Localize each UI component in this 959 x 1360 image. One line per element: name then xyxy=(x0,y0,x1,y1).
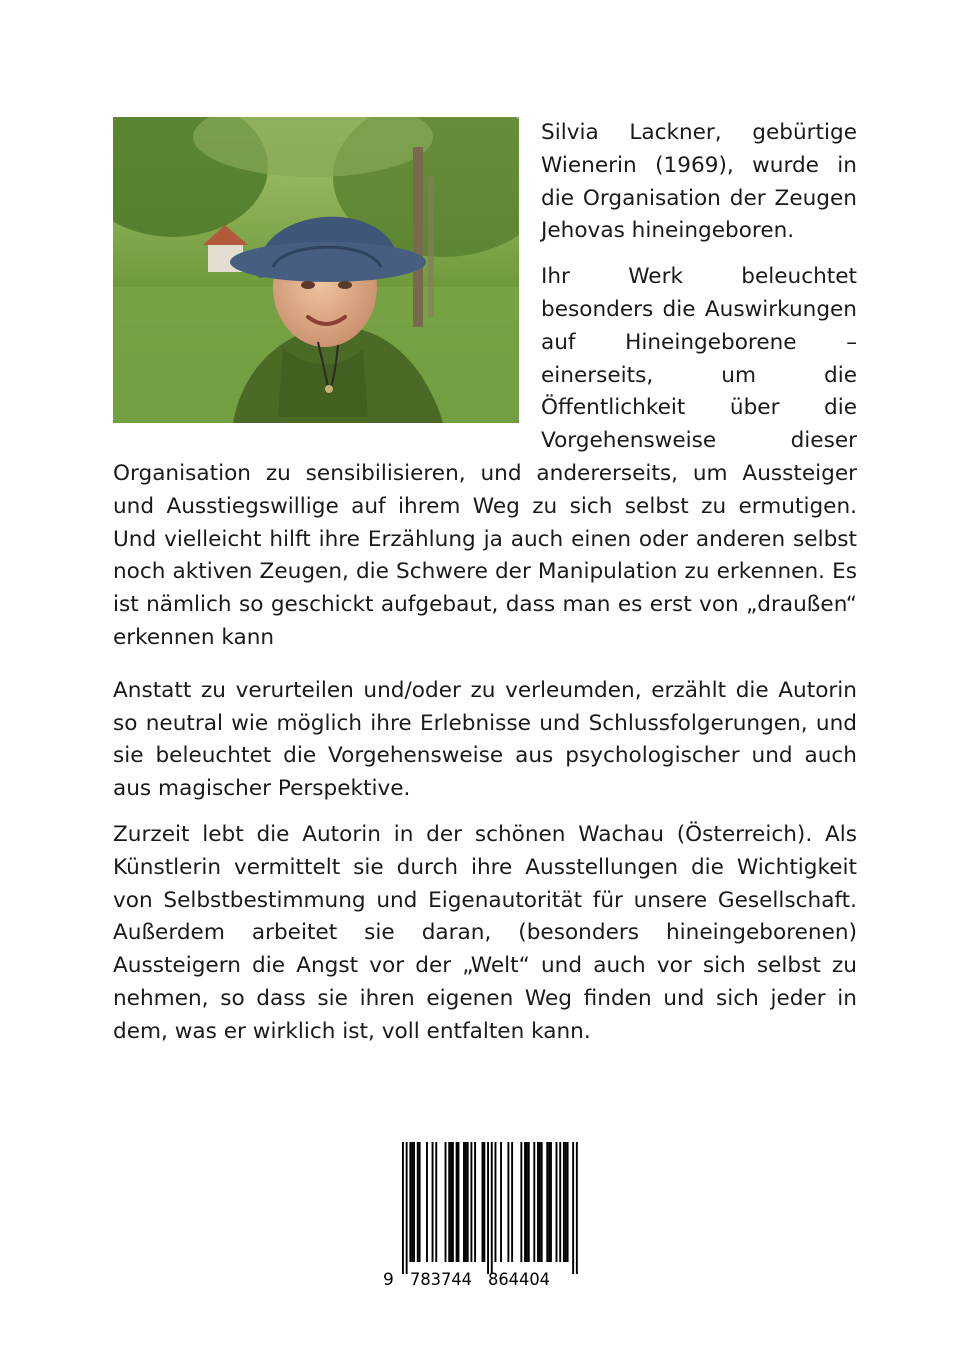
barcode-bar xyxy=(528,1142,530,1262)
barcode-bar xyxy=(448,1142,450,1262)
barcode-bar xyxy=(450,1142,452,1262)
barcode-bar xyxy=(411,1142,413,1262)
barcode-right-digits: 864404 xyxy=(488,1270,550,1290)
barcode-guard-bar xyxy=(487,1142,489,1274)
barcode-guard-bar xyxy=(406,1142,408,1274)
barcode-bar xyxy=(559,1142,561,1262)
author-photo xyxy=(113,117,519,423)
barcode-bar xyxy=(413,1142,415,1262)
barcode-bar xyxy=(452,1142,454,1262)
barcode-bar xyxy=(533,1142,535,1262)
barcode-bar xyxy=(483,1142,485,1262)
work-paragraph: Ihr Werk beleuchtet besonders die Auswirkungen auf Hineingeborene – einerseits, um die Öffentlichkeit über die Vorgehensweise dieser Organisation zu sensibilisieren, und andererseits, um Aussteiger und Ausstiegswillige auf ihrem Weg zu sich selbst zu ermutigen. Und vielleicht hilft ihre Erzählung ja auch einen oder anderen selbst noch aktiven Zeugen, die Schwere der Manipulation zu erkennen. Es ist nämlich so geschickt aufgebaut, dass man es erst von „draußen“ erkennen kann xyxy=(113,264,857,650)
barcode-bar xyxy=(537,1142,539,1262)
barcode-bar xyxy=(548,1142,550,1262)
barcode-bar xyxy=(463,1142,465,1262)
barcode-bar xyxy=(500,1142,502,1262)
approach-paragraph: Anstatt zu verurteilen und/oder zu verleumden, erzählt die Autorin so neutral wie möglich ihre Erlebnisse und Schlussfolgerungen, und sie beleuchtet die Vorgehensweise aus psychologischer und auch aus magischer Perspektive. xyxy=(113,677,857,802)
barcode-bar xyxy=(507,1142,509,1262)
barcode-left-digits: 783744 xyxy=(410,1270,472,1290)
barcode-bar xyxy=(524,1142,526,1262)
barcode-bar xyxy=(465,1142,467,1262)
barcode-guard-bar xyxy=(576,1142,578,1274)
barcode-bar xyxy=(482,1142,484,1262)
barcode-bar xyxy=(546,1142,548,1262)
barcode-bar xyxy=(458,1142,460,1262)
barcode-guard-bar xyxy=(491,1142,493,1274)
present-paragraph: Zurzeit lebt die Autorin in der schönen Wachau (Österreich). Als Künstlerin vermittelt sie durch ihre Ausstellungen die Wichtigkeit von Selbstbestimmung und Eigenautorität für unsere Gesellschaft. Außerdem arbeitet sie daran, (besonders hineingeborenen) Aussteigern die Angst vor der „Welt“ und auch vor sich selbst zu nehmen, so dass sie ihren eigenen Weg finden und sich jeder in dem, was er wirklich ist, voll entfalten kann. xyxy=(113,821,857,1044)
barcode-bar xyxy=(426,1142,428,1262)
barcode-bar xyxy=(550,1142,552,1262)
barcode-bar xyxy=(511,1142,513,1262)
barcode-bar xyxy=(474,1142,476,1262)
barcode-guard-bar xyxy=(402,1142,404,1274)
barcode-bar xyxy=(419,1142,421,1262)
barcode-bar xyxy=(435,1142,437,1262)
barcode-bar xyxy=(567,1142,569,1262)
barcode-bar xyxy=(565,1142,567,1262)
barcode-bar xyxy=(556,1142,558,1262)
barcode-bar xyxy=(495,1142,497,1262)
barcode-bar xyxy=(467,1142,469,1262)
barcode-bar xyxy=(456,1142,458,1262)
barcode-bar xyxy=(409,1142,411,1262)
barcode-bar xyxy=(417,1142,419,1262)
barcode-guard-bar xyxy=(572,1142,574,1274)
barcode-bar xyxy=(541,1142,543,1262)
barcode-bar xyxy=(526,1142,528,1262)
barcode-bar xyxy=(563,1142,565,1262)
bio-paragraph: Silvia Lackner, gebürtige Wienerin (1969), wurde in die Organisation der Zeugen Jehovas hineingeboren. xyxy=(541,120,857,244)
blurb xyxy=(113,117,857,1049)
barcode-bar xyxy=(539,1142,541,1262)
isbn-barcode xyxy=(380,1140,578,1290)
barcode-bar xyxy=(445,1142,447,1262)
barcode-bar xyxy=(520,1142,522,1262)
barcode-bar xyxy=(470,1142,472,1262)
barcode-lead-digit: 9 xyxy=(383,1270,394,1290)
barcode-bar xyxy=(432,1142,434,1262)
